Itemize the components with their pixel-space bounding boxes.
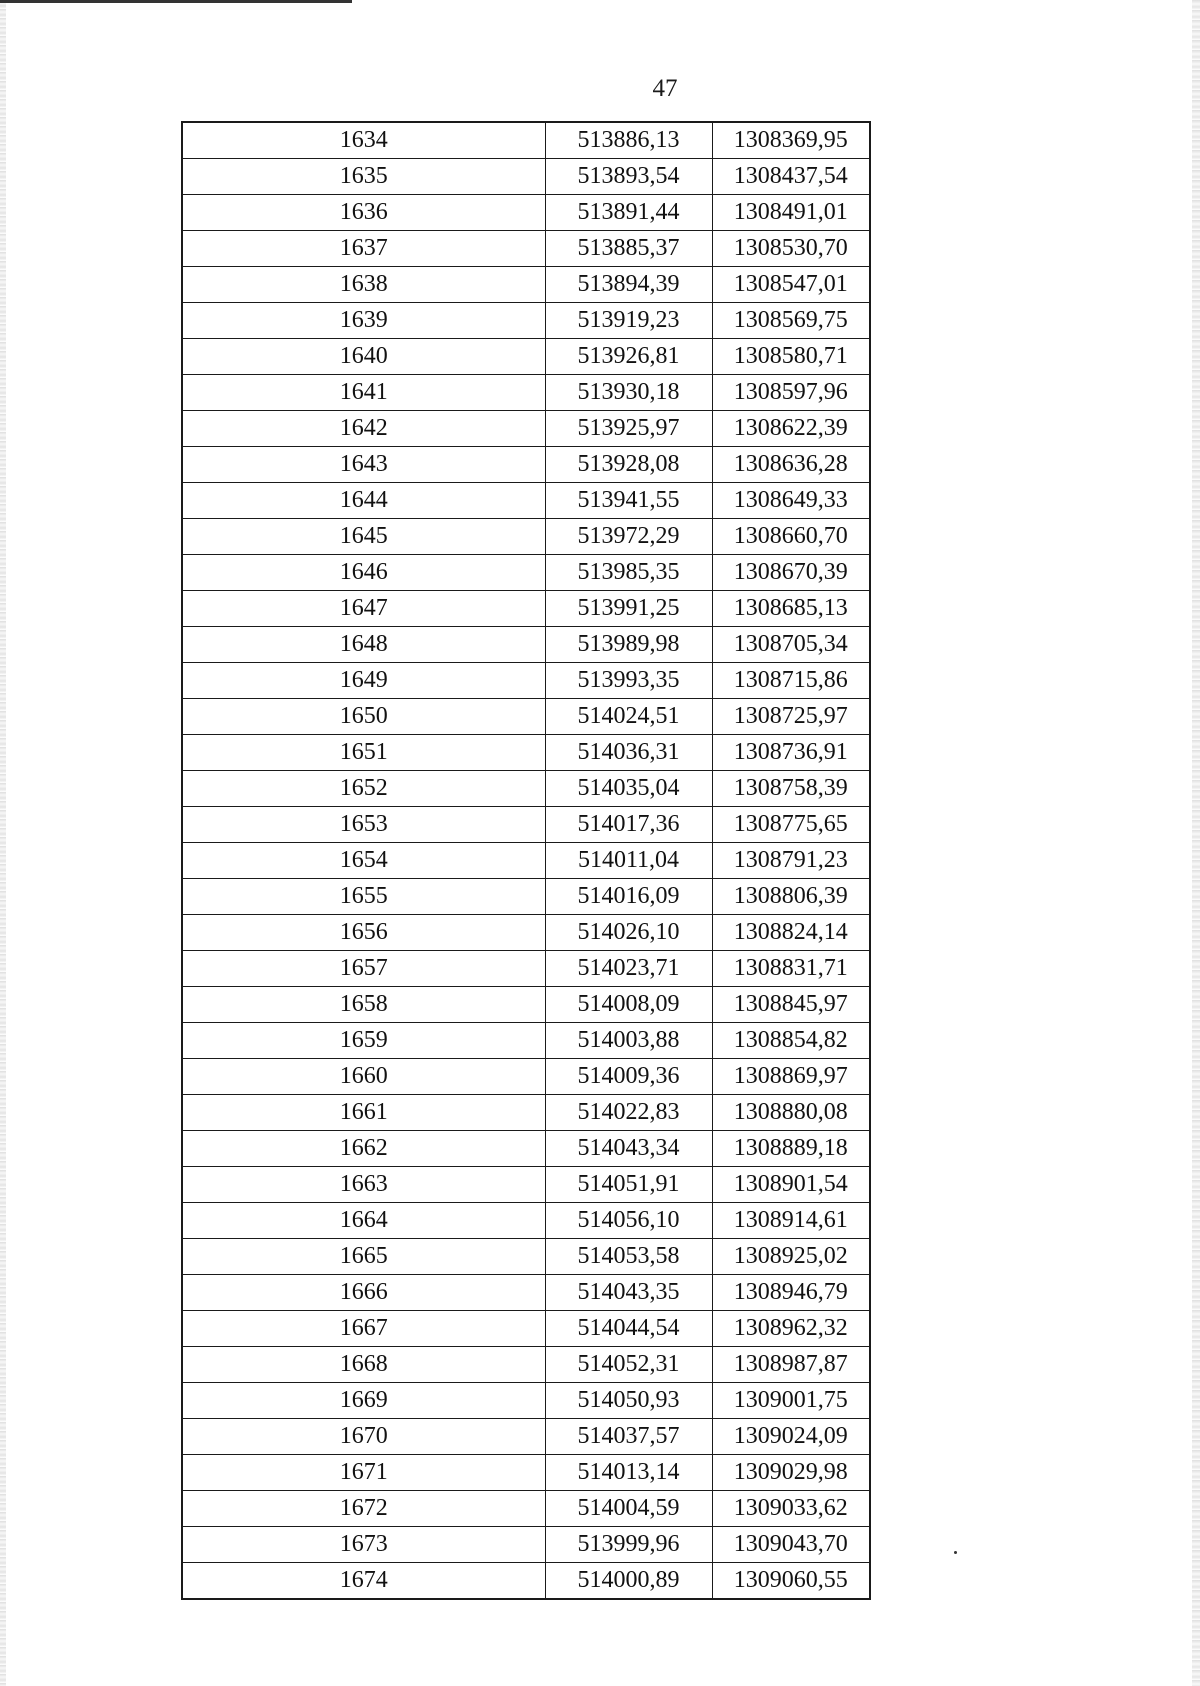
point-number-cell: 1665 [182,1239,545,1275]
x-coordinate-cell: 513991,25 [545,591,712,627]
table-row [182,771,870,807]
coordinates-table-body [182,122,870,1599]
table-row [182,1203,870,1239]
point-number-cell: 1640 [182,339,545,375]
y-coordinate-cell: 1308597,96 [712,375,870,411]
table-row [182,447,870,483]
y-coordinate-cell: 1308547,01 [712,267,870,303]
x-coordinate-cell: 514008,09 [545,987,712,1023]
y-coordinate-cell: 1308914,61 [712,1203,870,1239]
table-row [182,267,870,303]
table-row [182,987,870,1023]
y-coordinate-cell: 1309060,55 [712,1563,870,1600]
x-coordinate-cell: 514043,34 [545,1131,712,1167]
x-coordinate-cell: 513885,37 [545,231,712,267]
x-coordinate-cell: 514056,10 [545,1203,712,1239]
point-number-cell: 1636 [182,195,545,231]
table-row [182,699,870,735]
point-number-cell: 1659 [182,1023,545,1059]
point-number-cell: 1651 [182,735,545,771]
point-number-cell: 1649 [182,663,545,699]
table-row [182,195,870,231]
table-row [182,1527,870,1563]
scan-speck [954,1551,957,1554]
y-coordinate-cell: 1309029,98 [712,1455,870,1491]
x-coordinate-cell: 514023,71 [545,951,712,987]
y-coordinate-cell: 1308831,71 [712,951,870,987]
table-row [182,159,870,195]
x-coordinate-cell: 514051,91 [545,1167,712,1203]
table-row [182,1167,870,1203]
x-coordinate-cell: 513886,13 [545,122,712,159]
y-coordinate-cell: 1308580,71 [712,339,870,375]
point-number-cell: 1661 [182,1095,545,1131]
point-number-cell: 1653 [182,807,545,843]
y-coordinate-cell: 1308649,33 [712,483,870,519]
point-number-cell: 1662 [182,1131,545,1167]
table-row [182,1347,870,1383]
point-number-cell: 1657 [182,951,545,987]
table-row [182,915,870,951]
table-row [182,951,870,987]
point-number-cell: 1634 [182,122,545,159]
table-row [182,735,870,771]
x-coordinate-cell: 514053,58 [545,1239,712,1275]
x-coordinate-cell: 513926,81 [545,339,712,375]
point-number-cell: 1663 [182,1167,545,1203]
table-row [182,843,870,879]
x-coordinate-cell: 514000,89 [545,1563,712,1600]
point-number-cell: 1666 [182,1275,545,1311]
y-coordinate-cell: 1308660,70 [712,519,870,555]
x-coordinate-cell: 513999,96 [545,1527,712,1563]
y-coordinate-cell: 1308725,97 [712,699,870,735]
point-number-cell: 1645 [182,519,545,555]
x-coordinate-cell: 514037,57 [545,1419,712,1455]
x-coordinate-cell: 513919,23 [545,303,712,339]
table-row [182,303,870,339]
table-row [182,1131,870,1167]
x-coordinate-cell: 513925,97 [545,411,712,447]
x-coordinate-cell: 514024,51 [545,699,712,735]
y-coordinate-cell: 1308845,97 [712,987,870,1023]
table-row [182,1023,870,1059]
point-number-cell: 1673 [182,1527,545,1563]
y-coordinate-cell: 1308758,39 [712,771,870,807]
table-row [182,663,870,699]
x-coordinate-cell: 513893,54 [545,159,712,195]
x-coordinate-cell: 514016,09 [545,879,712,915]
point-number-cell: 1656 [182,915,545,951]
table-row [182,231,870,267]
table-row [182,1095,870,1131]
table-row [182,1275,870,1311]
point-number-cell: 1654 [182,843,545,879]
y-coordinate-cell: 1309043,70 [712,1527,870,1563]
y-coordinate-cell: 1308889,18 [712,1131,870,1167]
table-row [182,1563,870,1600]
x-coordinate-cell: 513993,35 [545,663,712,699]
table-row [182,1419,870,1455]
x-coordinate-cell: 513928,08 [545,447,712,483]
point-number-cell: 1670 [182,1419,545,1455]
table-row [182,1383,870,1419]
x-coordinate-cell: 513972,29 [545,519,712,555]
point-number-cell: 1671 [182,1455,545,1491]
point-number-cell: 1669 [182,1383,545,1419]
x-coordinate-cell: 514036,31 [545,735,712,771]
y-coordinate-cell: 1308806,39 [712,879,870,915]
y-coordinate-cell: 1308530,70 [712,231,870,267]
table-row [182,411,870,447]
y-coordinate-cell: 1308791,23 [712,843,870,879]
y-coordinate-cell: 1308854,82 [712,1023,870,1059]
table-row [182,1239,870,1275]
y-coordinate-cell: 1308636,28 [712,447,870,483]
point-number-cell: 1664 [182,1203,545,1239]
x-coordinate-cell: 514052,31 [545,1347,712,1383]
y-coordinate-cell: 1308901,54 [712,1167,870,1203]
table-row [182,339,870,375]
scan-edge-left [0,0,6,1686]
point-number-cell: 1646 [182,555,545,591]
table-row [182,591,870,627]
point-number-cell: 1647 [182,591,545,627]
x-coordinate-cell: 514003,88 [545,1023,712,1059]
table-row [182,122,870,159]
y-coordinate-cell: 1308880,08 [712,1095,870,1131]
y-coordinate-cell: 1308775,65 [712,807,870,843]
table-row [182,1491,870,1527]
point-number-cell: 1668 [182,1347,545,1383]
x-coordinate-cell: 514022,83 [545,1095,712,1131]
y-coordinate-cell: 1308622,39 [712,411,870,447]
table-row [182,1059,870,1095]
x-coordinate-cell: 513930,18 [545,375,712,411]
table-row [182,555,870,591]
point-number-cell: 1639 [182,303,545,339]
point-number-cell: 1641 [182,375,545,411]
y-coordinate-cell: 1308987,87 [712,1347,870,1383]
point-number-cell: 1660 [182,1059,545,1095]
point-number-cell: 1658 [182,987,545,1023]
table-row [182,519,870,555]
point-number-cell: 1652 [182,771,545,807]
x-coordinate-cell: 513989,98 [545,627,712,663]
x-coordinate-cell: 513891,44 [545,195,712,231]
point-number-cell: 1650 [182,699,545,735]
table-row [182,879,870,915]
point-number-cell: 1644 [182,483,545,519]
coordinates-table [181,121,871,1600]
point-number-cell: 1642 [182,411,545,447]
x-coordinate-cell: 514050,93 [545,1383,712,1419]
y-coordinate-cell: 1308824,14 [712,915,870,951]
y-coordinate-cell: 1308962,32 [712,1311,870,1347]
x-coordinate-cell: 513941,55 [545,483,712,519]
x-coordinate-cell: 513894,39 [545,267,712,303]
table-row [182,627,870,663]
point-number-cell: 1674 [182,1563,545,1600]
x-coordinate-cell: 514009,36 [545,1059,712,1095]
point-number-cell: 1638 [182,267,545,303]
y-coordinate-cell: 1308869,97 [712,1059,870,1095]
x-coordinate-cell: 514017,36 [545,807,712,843]
point-number-cell: 1637 [182,231,545,267]
y-coordinate-cell: 1308437,54 [712,159,870,195]
y-coordinate-cell: 1308569,75 [712,303,870,339]
y-coordinate-cell: 1308736,91 [712,735,870,771]
table-row [182,375,870,411]
y-coordinate-cell: 1309024,09 [712,1419,870,1455]
point-number-cell: 1635 [182,159,545,195]
point-number-cell: 1648 [182,627,545,663]
x-coordinate-cell: 514013,14 [545,1455,712,1491]
table-row [182,1311,870,1347]
y-coordinate-cell: 1308705,34 [712,627,870,663]
x-coordinate-cell: 514043,35 [545,1275,712,1311]
scan-edge-right [1192,0,1200,1686]
x-coordinate-cell: 514044,54 [545,1311,712,1347]
x-coordinate-cell: 514035,04 [545,771,712,807]
table-row [182,1455,870,1491]
y-coordinate-cell: 1308925,02 [712,1239,870,1275]
top-rule [0,0,352,3]
point-number-cell: 1643 [182,447,545,483]
x-coordinate-cell: 514004,59 [545,1491,712,1527]
y-coordinate-cell: 1308946,79 [712,1275,870,1311]
y-coordinate-cell: 1308670,39 [712,555,870,591]
x-coordinate-cell: 514011,04 [545,843,712,879]
point-number-cell: 1655 [182,879,545,915]
page-number: 47 [652,75,678,102]
x-coordinate-cell: 514026,10 [545,915,712,951]
point-number-cell: 1667 [182,1311,545,1347]
y-coordinate-cell: 1308715,86 [712,663,870,699]
y-coordinate-cell: 1308685,13 [712,591,870,627]
y-coordinate-cell: 1308369,95 [712,122,870,159]
y-coordinate-cell: 1308491,01 [712,195,870,231]
point-number-cell: 1672 [182,1491,545,1527]
x-coordinate-cell: 513985,35 [545,555,712,591]
table-row [182,807,870,843]
y-coordinate-cell: 1309033,62 [712,1491,870,1527]
table-row [182,483,870,519]
y-coordinate-cell: 1309001,75 [712,1383,870,1419]
